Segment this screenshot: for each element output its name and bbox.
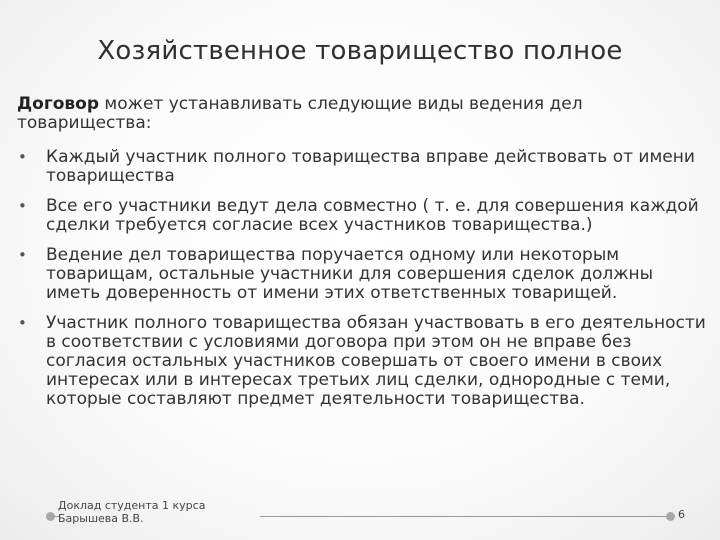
bullet-text: Каждый участник полного товарищества вправе действовать от имени товарищества [46,147,695,186]
intro-paragraph [17,95,697,133]
bullet-icon: • [18,148,27,166]
footer-line-1: Доклад студента 1 курса [58,499,206,512]
bullet-list [18,148,708,420]
bullet-icon: • [18,314,27,332]
bullet-item [18,148,708,186]
page-number: 6 [678,508,685,521]
intro-text: может устанавливать следующие виды ведения дел товарищества: [17,94,583,133]
footer-author-note [58,499,205,525]
intro-bold-term: Договор [17,94,99,114]
footer-line-2: Барышева В.В. [58,512,144,525]
bullet-item [18,246,708,303]
slide-title: Хозяйственное товарищество полное [97,36,623,66]
bullet-text: Ведение дел товарищества поручается одному или некоторым товарищам, остальные участники для совершения сделок должны иметь доверенность от имени этих ответственных товарищей. [46,245,654,303]
bullet-text: Участник полного товарищества обязан участвовать в его деятельности в соответствии с условиями договора при этом он не вправе без согласия остальных участников совершать от своего имени в своих интересах или в интересах третьих лиц сделки, однородные с теми, которые составляют предмет деятельности товарищества. [46,313,706,409]
bullet-item [18,197,708,235]
footer-right-circle-icon [666,512,675,521]
bullet-text: Все его участники ведут дела совместно ( т. е. для совершения каждой сделки требуется согласие всех участников товарищества.) [46,196,699,235]
bullet-icon: • [18,197,27,215]
bullet-item [18,314,708,409]
bullet-icon: • [18,246,27,264]
footer-right-line [260,516,670,517]
